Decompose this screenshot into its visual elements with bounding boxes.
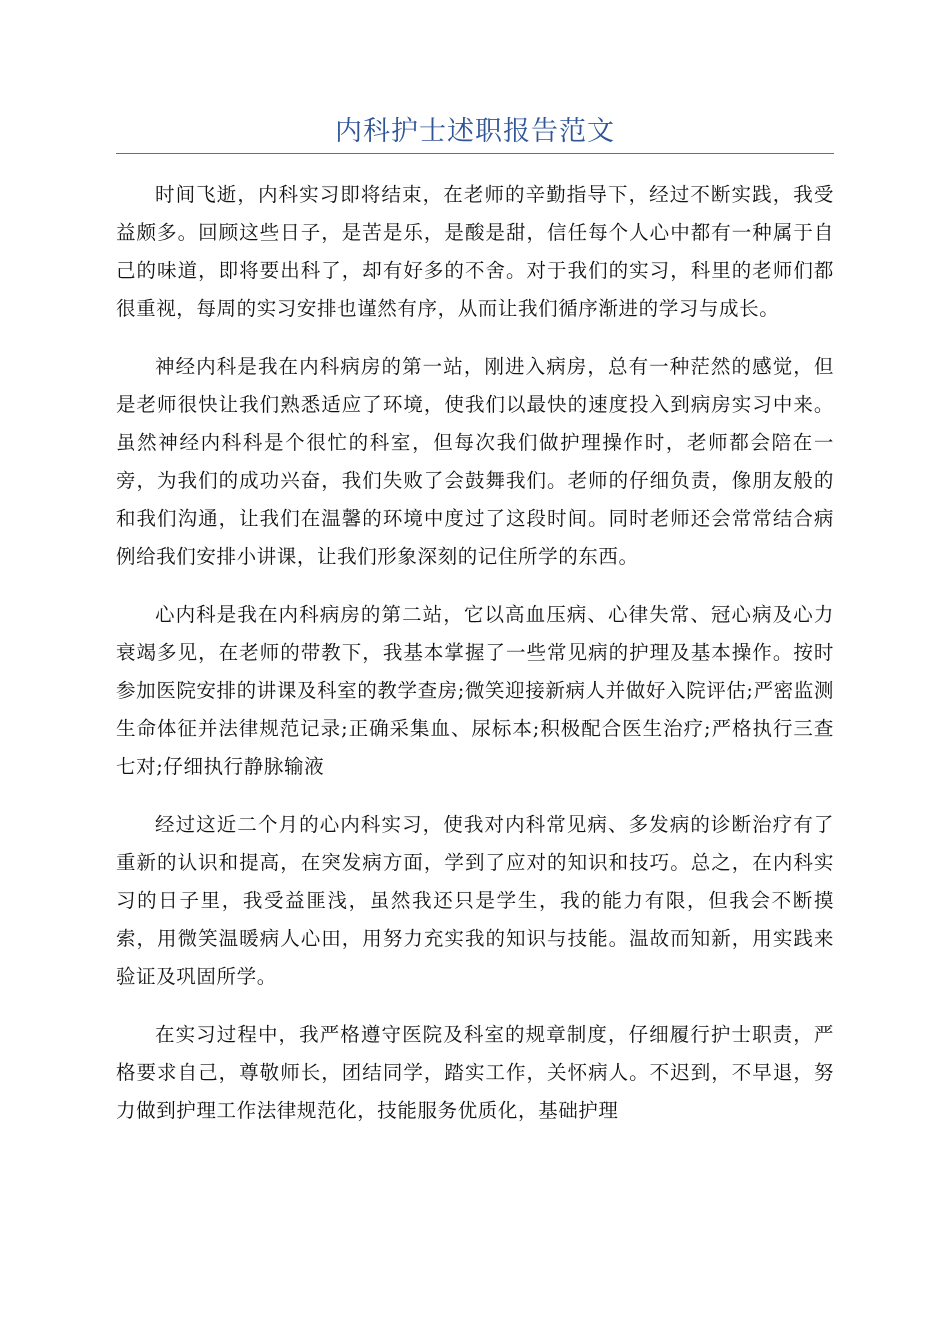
document-body [116, 176, 834, 1150]
paragraph-3: 心内科是我在内科病房的第二站，它以高血压病、心律失常、冠心病及心力衰竭多见，在老师的带教下，我基本掌握了一些常见病的护理及基本操作。按时参加医院安排的讲课及科室的教学查房;微笑迎接新病人并做好入院评估;严密监测生命体征并法律规范记录;正确采集血、尿标本;积极配合医生治疗;严格执行三查七对;仔细执行静脉输液 [116, 603, 834, 778]
paragraph-1: 时间飞逝，内科实习即将结束，在老师的辛勤指导下，经过不断实践，我受益颇多。回顾这些日子，是苦是乐，是酸是甜，信任每个人心中都有一种属于自己的味道，即将要出科了，却有好多的不舍。对于我们的实习，科里的老师们都很重视，每周的实习安排也谨然有序，从而让我们循序渐进的学习与成长。 [116, 183, 834, 320]
paragraph-5: 在实习过程中，我严格遵守医院及科室的规章制度，仔细履行护士职责，严格要求自己，尊敬师长，团结同学，踏实工作，关怀病人。不迟到，不早退，努力做到护理工作法律规范化，技能服务优质化，基础护理 [116, 1023, 834, 1122]
paragraph-4: 经过这近二个月的心内科实习，使我对内科常见病、多发病的诊断治疗有了重新的认识和提高，在突发病方面，学到了应对的知识和技巧。总之，在内科实习的日子里，我受益匪浅，虽然我还只是学生，我的能力有限，但我会不断摸索，用微笑温暖病人心田，用努力充实我的知识与技能。温故而知新，用实践来验证及巩固所学。 [116, 813, 834, 988]
paragraph-2: 神经内科是我在内科病房的第一站，刚进入病房，总有一种茫然的感觉，但是老师很快让我们熟悉适应了环境，使我们以最快的速度投入到病房实习中来。虽然神经内科科是个很忙的科室，但每次我们做护理操作时，老师都会陪在一旁，为我们的成功兴奋，我们失败了会鼓舞我们。老师的仔细负责，像朋友般的和我们沟通，让我们在温馨的环境中度过了这段时间。同时老师还会常常结合病例给我们安排小讲课，让我们形象深刻的记住所学的东西。 [116, 355, 834, 568]
title-underline [116, 153, 834, 154]
document-title: 内科护士述职报告范文 [335, 116, 615, 147]
